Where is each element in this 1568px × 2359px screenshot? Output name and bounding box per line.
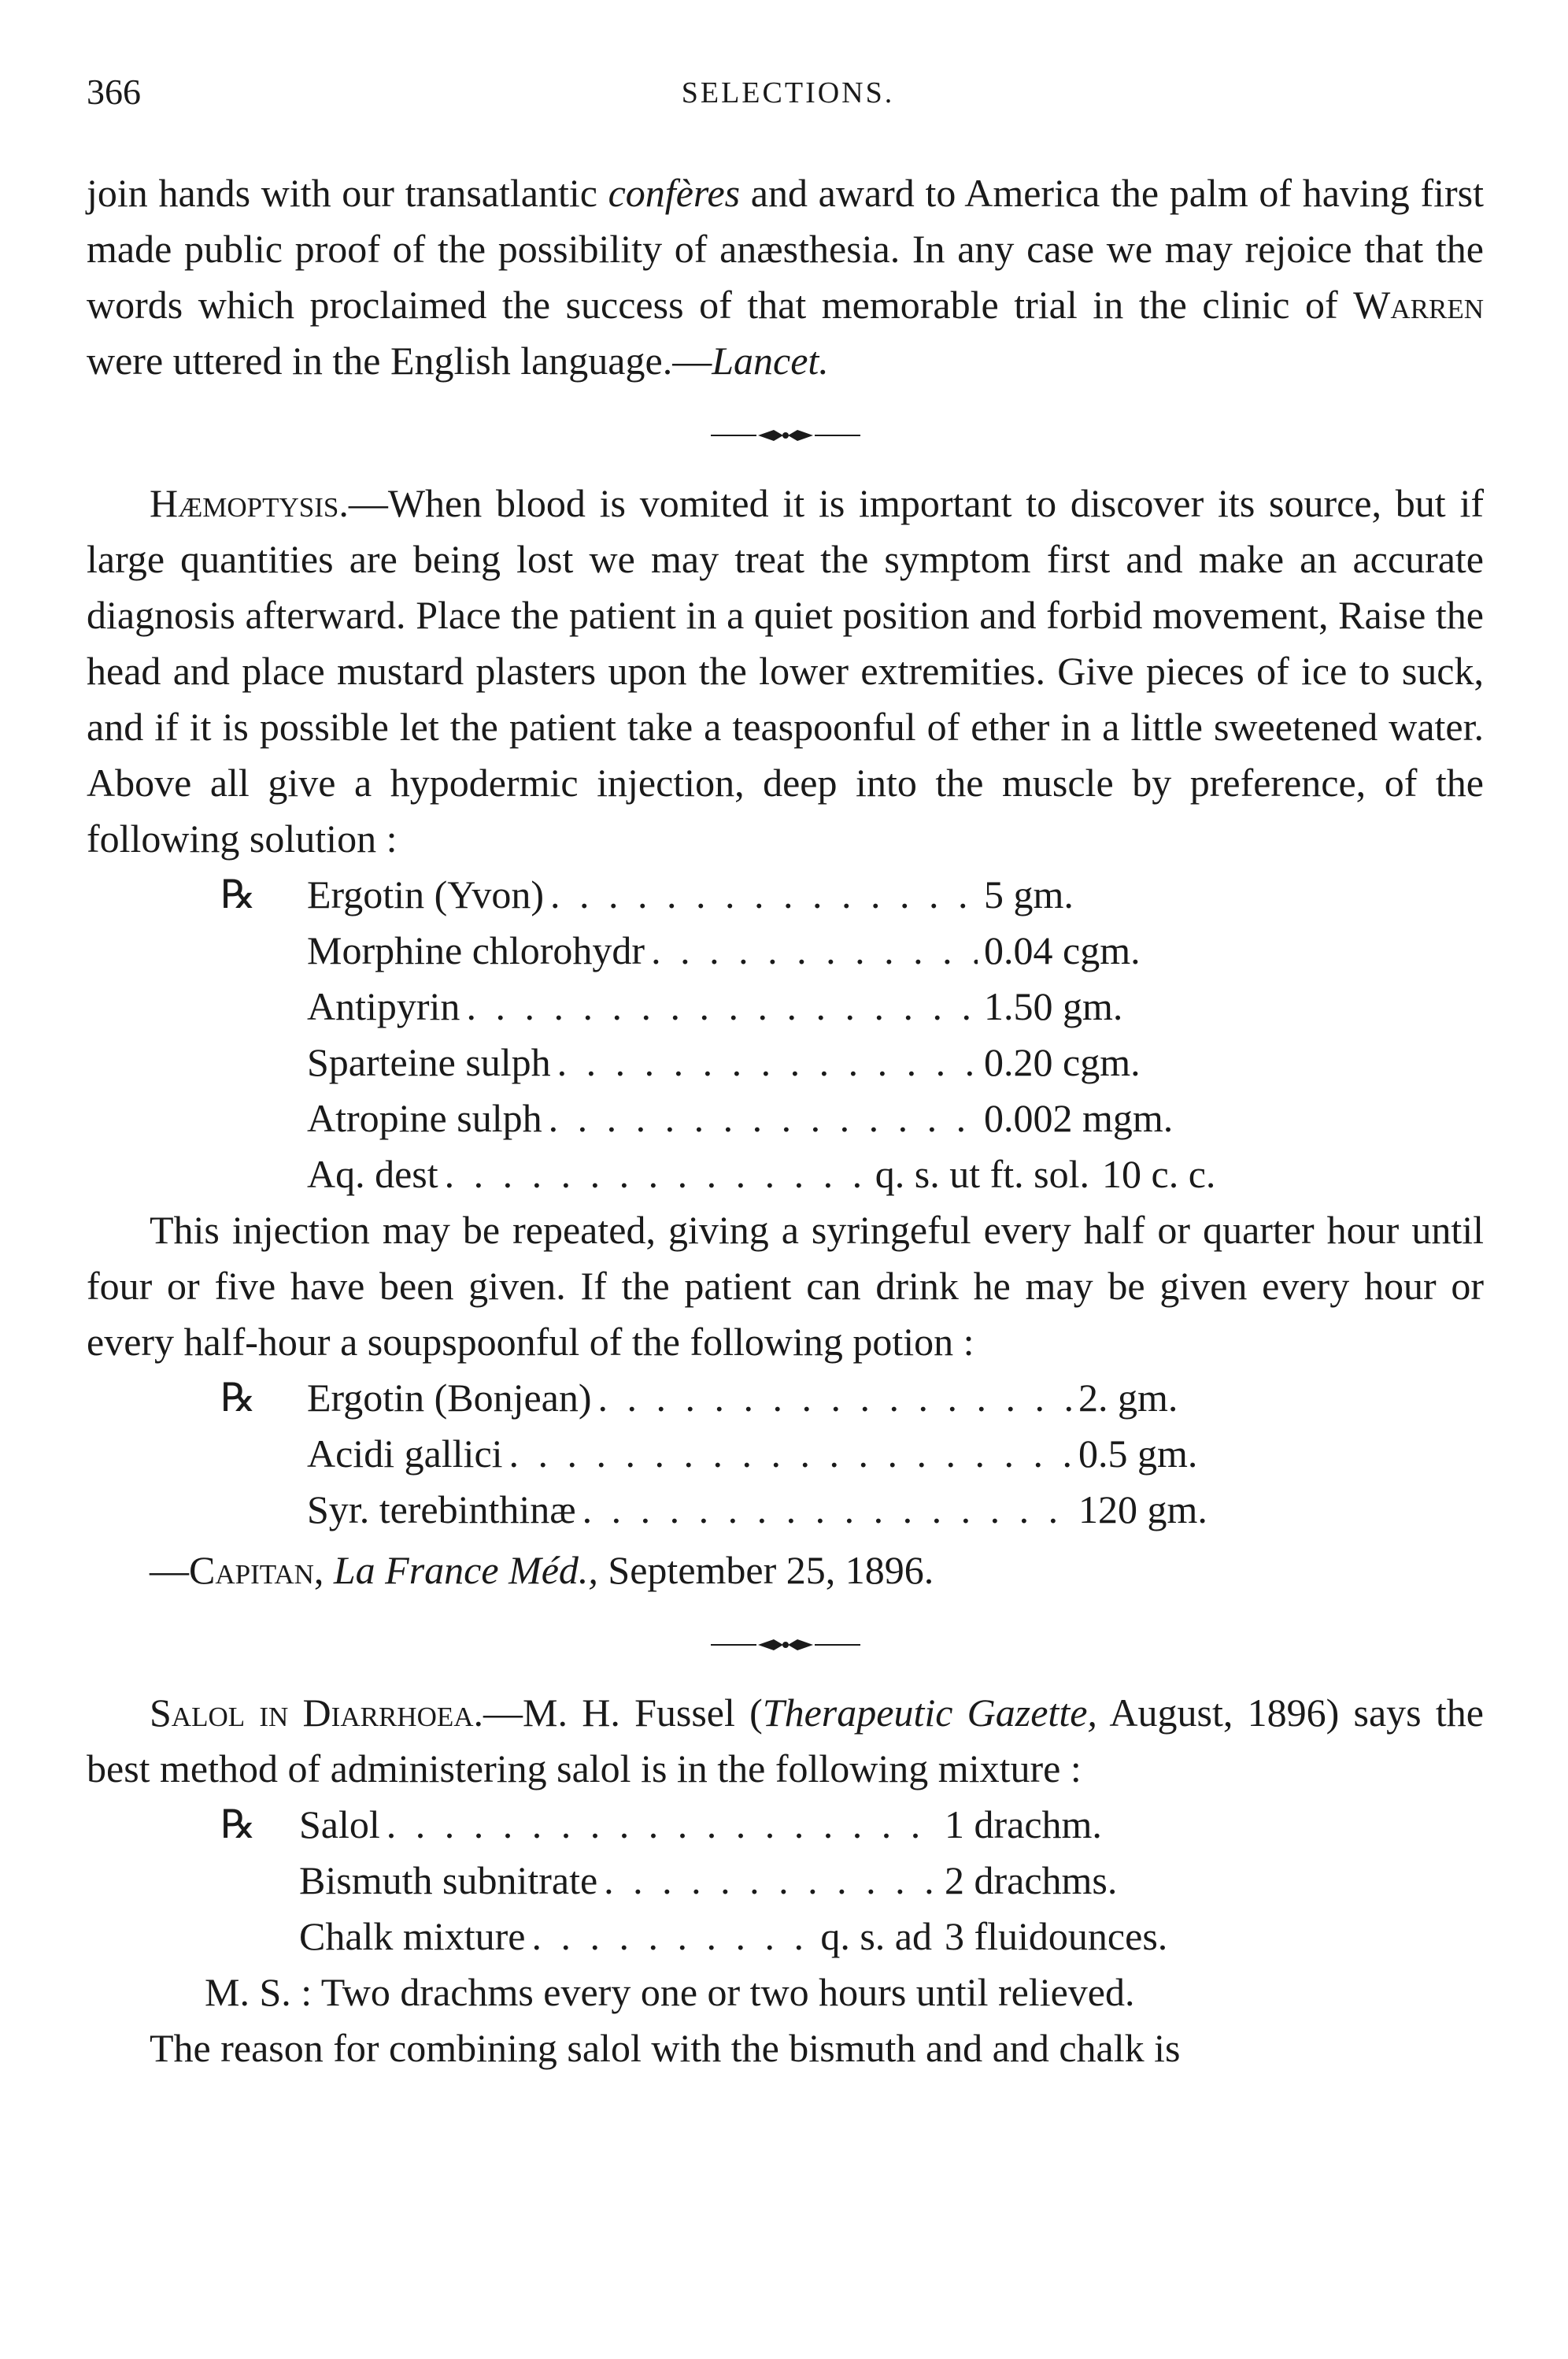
ingredient-quantity: 1.50 gm. [984, 984, 1123, 1028]
text-run: were uttered in the English language.— [87, 339, 712, 383]
dot-leader [509, 1426, 1072, 1482]
text-run: join hands with our transatlantic [87, 171, 608, 215]
anaesthesia-paragraph [87, 165, 1484, 389]
citation-date: September 25, 1896. [597, 1548, 934, 1592]
ingredient-quantity: 0.002 mgm. [984, 1096, 1174, 1140]
rx-icon: ℞ [220, 872, 256, 917]
dot-leader [549, 1091, 978, 1146]
page-body [87, 165, 1484, 2076]
ingredient-quantity: 0.04 cgm. [984, 928, 1141, 972]
recipe-row [220, 1426, 1244, 1482]
recipe-row [220, 979, 1244, 1035]
quantum-sufficit-note: q. s. ut ft. sol. [875, 1152, 1089, 1196]
ingredient-name: Atropine sulph [307, 1096, 542, 1140]
small-caps-name: Warren [1353, 283, 1484, 327]
citation-author: —Capitan, [150, 1548, 324, 1592]
ingredient-name: Aq. dest [307, 1152, 438, 1196]
ingredient-quantity: 1 drachm. [945, 1802, 1102, 1846]
ingredient-name: Ergotin (Bonjean) [307, 1376, 592, 1420]
dosage-instruction: M. S. : Two drachms every one or two hours until relieved. [205, 1970, 1135, 2014]
running-head [87, 71, 1489, 126]
recipe-row [220, 1146, 1244, 1202]
ingredient-name: Antipyrin [307, 984, 460, 1028]
citation-journal: La France Méd., [333, 1548, 598, 1592]
ingredient-name: Chalk mixture [299, 1914, 526, 1958]
dot-leader [550, 867, 978, 923]
dot-leader [445, 1146, 869, 1202]
recipe-row [220, 1797, 1204, 1853]
recipe-potion [220, 1370, 1484, 1538]
ingredient-quantity: 10 c. c. [1102, 1152, 1216, 1196]
rx-icon: ℞ [220, 1802, 256, 1846]
rx-icon: ℞ [220, 1376, 256, 1420]
divider-ornament-icon [711, 424, 860, 447]
ingredient-quantity: 5 gm. [984, 872, 1074, 917]
dot-leader [557, 1035, 978, 1091]
recipe-injection [220, 867, 1484, 1202]
recipe-salol-mixture [220, 1797, 1484, 1965]
dot-leader [598, 1370, 1073, 1426]
haemoptysis-paragraph [87, 476, 1484, 867]
salol-paragraph [87, 1685, 1484, 1797]
ingredient-quantity: 0.5 gm. [1078, 1431, 1198, 1476]
section-title: Salol in Diarrhoea. [150, 1691, 483, 1735]
page-number: 366 [87, 72, 141, 112]
ingredient-name: Salol [299, 1802, 380, 1846]
ingredient-name: Ergotin (Yvon) [307, 872, 544, 917]
divider-ornament-icon [711, 1633, 860, 1657]
dot-leader [466, 979, 978, 1035]
text-run: —M. H. Fussel ( [483, 1691, 763, 1735]
dot-leader [604, 1853, 938, 1909]
ingredient-quantity: 2 drachms. [945, 1858, 1118, 1902]
text-run: August, 1896) says the best method of administering salol is in the following mixture : [87, 1691, 1484, 1791]
salol-final-line: The reason for combining salol with the bismuth and and chalk is [150, 2026, 1181, 2070]
recipe-row [220, 1482, 1244, 1538]
ingredient-quantity: 120 gm. [1078, 1487, 1207, 1531]
section-divider-ornament [87, 1606, 1484, 1677]
dot-leader [651, 923, 978, 979]
quantum-sufficit-note: q. s. ad [820, 1914, 932, 1958]
dot-leader [386, 1797, 938, 1853]
ingredient-name: Morphine chlorohydr [307, 928, 645, 972]
running-title: SELECTIONS. [681, 76, 895, 109]
ingredient-quantity: 3 fluidounces. [945, 1914, 1168, 1958]
ingredient-name: Bismuth subnitrate [299, 1858, 598, 1902]
ingredient-name: Acidi gallici [307, 1431, 503, 1476]
recipe-row [220, 1035, 1244, 1091]
haemoptysis-citation [87, 1542, 1484, 1598]
dot-leader [582, 1482, 1072, 1538]
source-citation: Lancet. [712, 339, 829, 383]
recipe-row [220, 1853, 1204, 1909]
section-divider-ornament [87, 397, 1484, 468]
text-run: —When blood is vomited it is important to discover its source, but if large quantities are being lost we may treat the symptom first and make an accurate diagnosis afterward. Place the patient in a quiet position and forbid movement, Raise the head and place mustard plasters upon the lower extremities. Give pieces of ice to suck, and if it is possible let the patient take a teaspoonful of ether in a little sweetened water. Above all give a hypodermic injection, deep into the muscle by preference, of the following solution : [87, 481, 1484, 861]
ingredient-quantity: 2. gm. [1078, 1376, 1178, 1420]
italic-word: confères [608, 171, 741, 215]
recipe-row [220, 1091, 1244, 1146]
ingredient-quantity: 0.20 cgm. [984, 1040, 1141, 1084]
injection-followup-paragraph: This injection may be repeated, giving a syringeful every half or quarter hour until four or five have been given. If the patient can drink he may be given every hour or every half-hour a soupspoonful of the following potion : [87, 1208, 1484, 1364]
recipe-row [220, 867, 1244, 923]
ingredient-name: Syr. terebinthinæ [307, 1487, 576, 1531]
recipe-row [220, 1909, 1204, 1965]
citation-journal: Therapeutic Gazette, [762, 1691, 1097, 1735]
text-run: and award to America the palm of having first made public proof of the possibility of anæsthesia. In any case we may rejoice that the words which proclaimed the success of that memorable trial in the clinic of [87, 171, 1484, 327]
dot-leader [531, 1909, 814, 1965]
recipe-row [220, 1370, 1244, 1426]
ingredient-name: Sparteine sulph [307, 1040, 551, 1084]
recipe-row [220, 923, 1244, 979]
section-title: Hæmoptysis. [150, 481, 349, 525]
